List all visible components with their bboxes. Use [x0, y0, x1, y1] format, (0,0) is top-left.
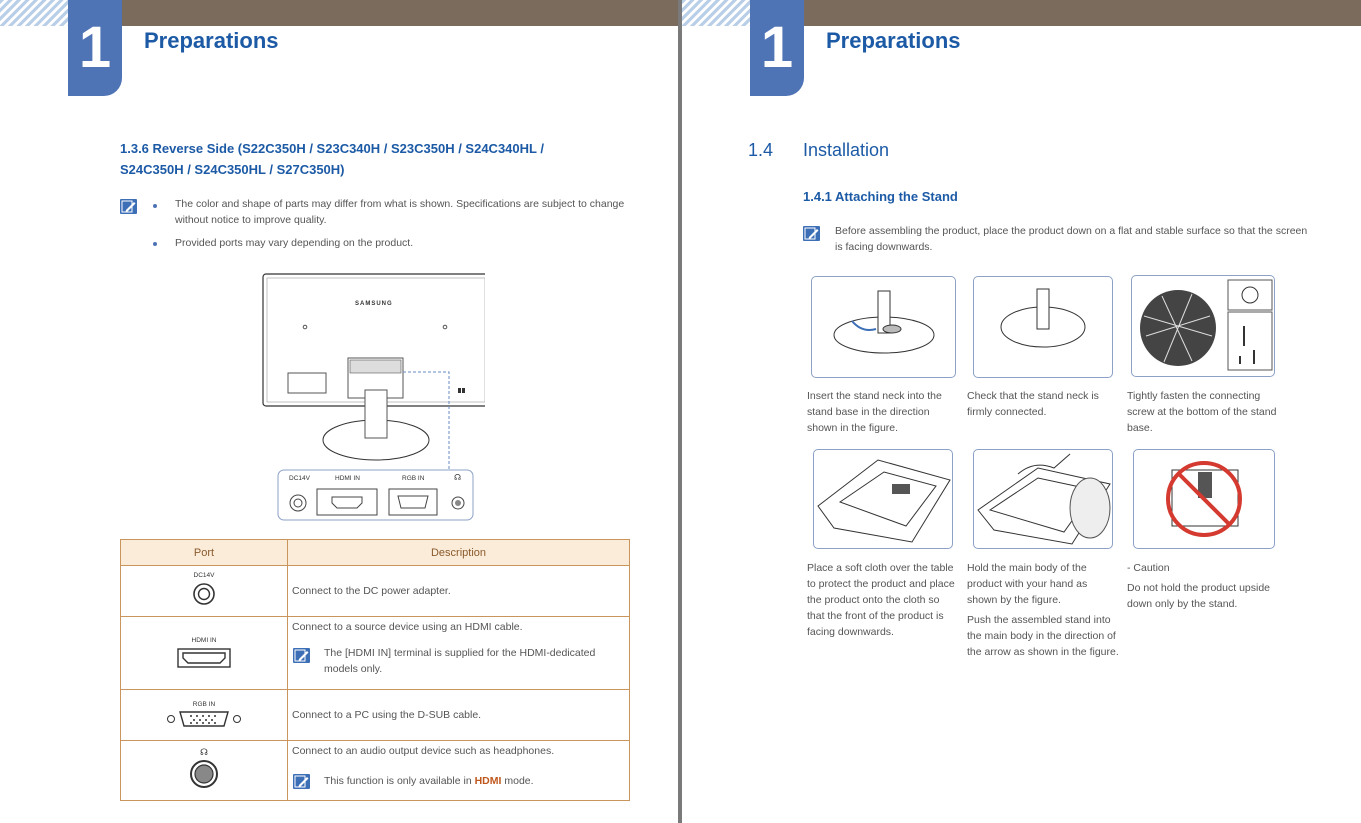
- port-cell-label: DC14V: [193, 572, 215, 579]
- step-figure-2: [973, 276, 1113, 378]
- step-caption: Insert the stand neck into the stand base in the direction shown in the figure.: [807, 390, 942, 434]
- stand-base-illustration: [812, 277, 955, 377]
- step-figure-3: [1131, 275, 1275, 377]
- note-prefix: This function is only available in: [324, 775, 475, 787]
- rgb-port-icon: [166, 710, 242, 728]
- note-icon: [293, 774, 310, 789]
- table-row: [121, 690, 630, 741]
- table-row: [121, 617, 630, 690]
- ports-table: [120, 539, 630, 801]
- port-cell-label: HDMI IN: [191, 637, 217, 644]
- caution-illustration: [1134, 450, 1274, 548]
- chapter-title: Preparations: [826, 28, 961, 53]
- table-row: [121, 741, 630, 801]
- port-cell: [121, 617, 288, 690]
- manual-page-left: [0, 0, 678, 823]
- cloth-illustration: [814, 450, 952, 548]
- step-caption: - Caution: [1127, 562, 1170, 574]
- step-figure-6: [1133, 449, 1275, 549]
- port-cell: [121, 690, 288, 741]
- note-icon: [293, 648, 310, 663]
- note-text: Before assembling the product, place the product down on a flat and stable surface so that the screen is facing downwards.: [835, 225, 1308, 253]
- hdmi-port-icon: [177, 648, 231, 668]
- port-label-audio: ☊: [454, 473, 462, 482]
- subsection-heading: 1.4.1 Attaching the Stand: [803, 189, 958, 204]
- chapter-number-box: 1: [750, 0, 804, 96]
- port-cell-label: RGB IN: [192, 701, 216, 708]
- description-text: Connect to a source device using an HDMI cable.: [292, 621, 523, 633]
- step-figure-5: [973, 449, 1113, 549]
- step-caption: Check that the stand neck is firmly connected.: [967, 390, 1099, 418]
- chapter-number-box: 1: [68, 0, 122, 96]
- section-heading-line2: S24C350H / S24C350HL / S27C350H): [120, 162, 345, 177]
- port-label-rgb: RGB IN: [402, 475, 425, 482]
- note-text: The color and shape of parts may differ from what is shown. Specifications are subject to change without notice to improve quality.: [175, 198, 625, 226]
- table-header-description: Description: [288, 540, 630, 566]
- audio-port-icon: [189, 759, 219, 789]
- port-label-hdmi: HDMI IN: [335, 475, 360, 482]
- stand-check-illustration: [974, 277, 1112, 377]
- dc-port-icon: [192, 582, 216, 606]
- description-cell: Connect to a PC using the D-SUB cable.: [288, 690, 630, 741]
- chapter-title: Preparations: [144, 28, 279, 53]
- hatch-decoration: [682, 0, 752, 26]
- note-suffix: mode.: [501, 775, 534, 787]
- headphone-label-icon: ☊: [200, 747, 208, 757]
- description-note: The [HDMI IN] terminal is supplied for the HDMI-dedicated models only.: [324, 647, 596, 675]
- description-cell: [288, 617, 630, 690]
- note-icon: [120, 199, 137, 214]
- description-note: [324, 773, 614, 789]
- port-cell: [121, 566, 288, 617]
- port-cell: [121, 741, 288, 801]
- monitor-rear-figure: [255, 270, 485, 522]
- bullet: [153, 242, 157, 246]
- manual-page-right: [682, 0, 1361, 823]
- description-cell: Connect to the DC power adapter.: [288, 566, 630, 617]
- step-caption: Hold the main body of the product with your hand as shown by the figure.: [967, 562, 1088, 606]
- bullet: [153, 204, 157, 208]
- screw-illustration: [1132, 276, 1274, 376]
- brand-logo: SAMSUNG: [355, 301, 393, 307]
- note-icon: [803, 226, 820, 241]
- table-row: [121, 566, 630, 617]
- description-cell: [288, 741, 630, 801]
- port-label-dc: DC14V: [289, 475, 310, 482]
- step-caption: Place a soft cloth over the table to protect the product and place the product onto the cloth so that the front of the product is facing downwards.: [807, 562, 955, 638]
- step-caption: Tightly fasten the connecting screw at the bottom of the stand base.: [1127, 390, 1277, 434]
- step-figure-4: [813, 449, 953, 549]
- section-number: 1.4: [748, 140, 774, 160]
- step-caption-2: Push the assembled stand into the main body in the direction of the arrow as shown in the figure.: [967, 614, 1119, 658]
- step-caption-2: Do not hold the product upside down only by the stand.: [1127, 582, 1271, 610]
- attach-illustration: [974, 450, 1112, 548]
- section-heading-line1: 1.3.6 Reverse Side (S22C350H / S23C340H / S23C350H / S24C340HL /: [120, 141, 544, 156]
- note-text: Provided ports may vary depending on the product.: [175, 237, 414, 249]
- description-text: Connect to an audio output device such as headphones.: [292, 745, 555, 757]
- step-figure-1: [811, 276, 956, 378]
- hatch-decoration: [0, 0, 70, 26]
- table-header-port: Port: [121, 540, 288, 566]
- section-title: Installation: [803, 140, 890, 160]
- note-hdmi-bold: HDMI: [474, 775, 502, 787]
